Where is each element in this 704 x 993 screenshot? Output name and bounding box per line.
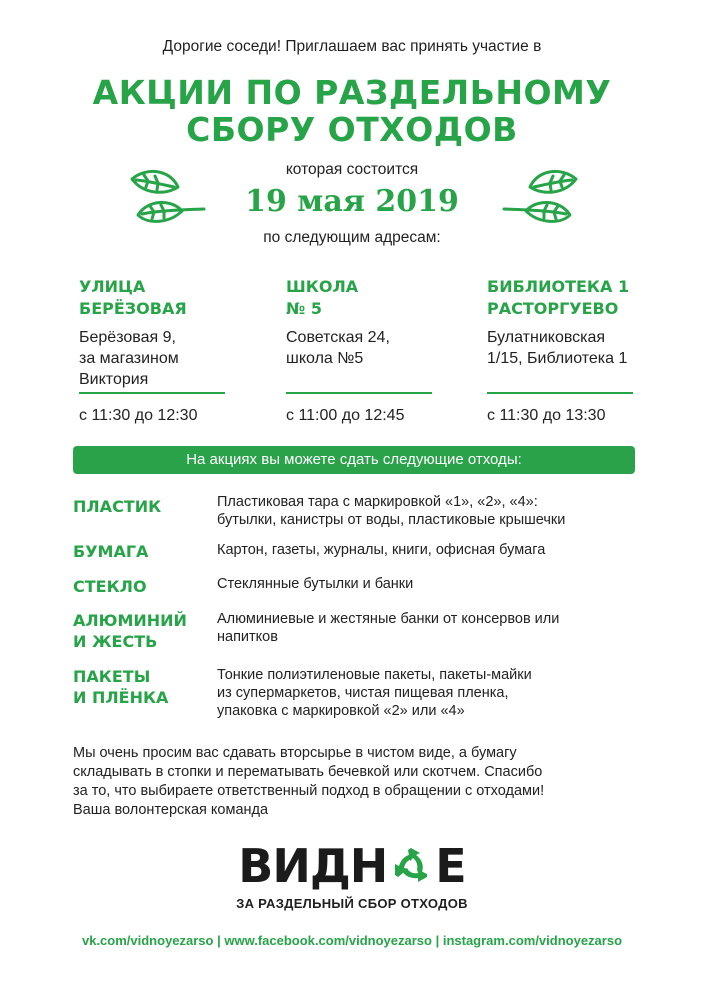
waste-name [73, 576, 213, 597]
event-date: 19 мая 2019 [245, 184, 459, 219]
waste-description [217, 666, 657, 720]
waste-name-line: И ЖЕСТЬ [73, 632, 158, 651]
waste-description-line: из супермаркетов, чистая пищевая пленка, [217, 685, 509, 701]
location-name-line: УЛИЦА [79, 277, 146, 296]
location-name-line: БИБЛИОТЕКА 1 [487, 277, 630, 296]
closing-line: за то, что выбираете ответственный подход в обращении с отходами! [73, 783, 545, 799]
location-library-1 [487, 276, 677, 369]
intro-text: Дорогие соседи! Приглашаем вас принять участие в [162, 38, 542, 55]
location-name-line: ШКОЛА [286, 277, 359, 296]
waste-description-line: Картон, газеты, журналы, книги, офисная бумага [217, 542, 546, 558]
waste-description [217, 610, 657, 646]
waste-description-line: Тонкие полиэтиленовые пакеты, пакеты-майки [217, 667, 532, 683]
waste-name [73, 496, 213, 517]
addresses-intro: по следующим адресам: [263, 229, 441, 246]
divider [286, 392, 432, 394]
closing-line: складывать в стопки и перематывать бечевкой или скотчем. Спасибо [73, 764, 543, 780]
waste-name [73, 541, 213, 562]
location-address-line: 1/15, Библиотека 1 [487, 350, 628, 367]
location-address-line: Советская 24, [286, 329, 390, 346]
closing-line: Мы очень просим вас сдавать вторсырье в чистом виде, а бумагу [73, 745, 517, 761]
location-address-line: Булатниковская [487, 329, 606, 346]
waste-name [73, 610, 213, 652]
waste-description-line: бутылки, канистры от воды, пластиковые крышечки [217, 512, 566, 528]
location-address [487, 327, 677, 369]
location-address [286, 327, 476, 369]
waste-name-line: ПЛАСТИК [73, 497, 162, 516]
location-name-line: БЕРЁЗОВАЯ [79, 299, 187, 318]
waste-description-line: Стеклянные бутылки и банки [217, 576, 414, 592]
closing-note [73, 744, 653, 820]
location-address-line: за магазином [79, 350, 179, 367]
waste-description-line: напитков [217, 629, 278, 645]
divider [487, 392, 633, 394]
location-time: с 11:00 до 12:45 [286, 407, 405, 424]
location-berezovaya [79, 276, 269, 390]
logo [0, 838, 704, 894]
social-links [0, 933, 704, 948]
link-separator: | [435, 933, 440, 948]
logo-word-end: Е [435, 839, 466, 893]
waste-description-line: Пластиковая тара с маркировкой «1», «2», «4»: [217, 494, 538, 510]
location-school-5 [286, 276, 476, 369]
waste-name-line: БУМАГА [73, 542, 149, 561]
waste-name-line: И ПЛЁНКА [73, 688, 169, 707]
location-address-line: школа №5 [286, 350, 364, 367]
waste-name-line: ПАКЕТЫ [73, 667, 151, 686]
location-name [286, 276, 476, 320]
held-text: которая состоится [285, 161, 419, 178]
location-name-line: РАСТОРГУЕВО [487, 299, 619, 318]
waste-name [73, 666, 213, 708]
location-address [79, 327, 269, 390]
title-line-2: СБОРУ ОТХОДОВ [186, 110, 518, 149]
location-name [487, 276, 677, 320]
signature: Ваша волонтерская команда [73, 802, 269, 818]
logo-word-start: ВИДН [238, 839, 388, 893]
facebook-link[interactable]: www.facebook.com/vidnoyezarso [224, 933, 432, 948]
instagram-link[interactable]: instagram.com/vidnoyezarso [442, 933, 623, 948]
waste-description [217, 575, 657, 593]
waste-description [217, 493, 657, 529]
location-name [79, 276, 269, 320]
waste-name-line: АЛЮМИНИЙ [73, 611, 187, 630]
location-address-line: Берёзовая 9, [79, 329, 176, 346]
recycle-icon [389, 844, 433, 888]
location-time: с 11:30 до 12:30 [79, 407, 198, 424]
waste-description-line: Алюминиевые и жестяные банки от консервов или [217, 611, 560, 627]
title-line-1: АКЦИИ ПО РАЗДЕЛЬНОМУ [92, 73, 612, 112]
logo-subtitle: ЗА РАЗДЕЛЬНЫЙ СБОР ОТХОДОВ [236, 896, 468, 911]
waste-name-line: СТЕКЛО [73, 577, 147, 596]
location-time: с 11:30 до 13:30 [487, 407, 606, 424]
waste-types-banner: На акциях вы можете сдать следующие отходы: [73, 446, 635, 474]
divider [79, 392, 225, 394]
vk-link[interactable]: vk.com/vidnoyezarso [81, 933, 214, 948]
waste-description [217, 541, 657, 559]
link-separator: | [217, 933, 221, 948]
waste-description-line: упаковка с маркировкой «2» или «4» [217, 703, 465, 719]
location-address-line: Виктория [79, 371, 149, 388]
location-name-line: № 5 [286, 299, 322, 318]
